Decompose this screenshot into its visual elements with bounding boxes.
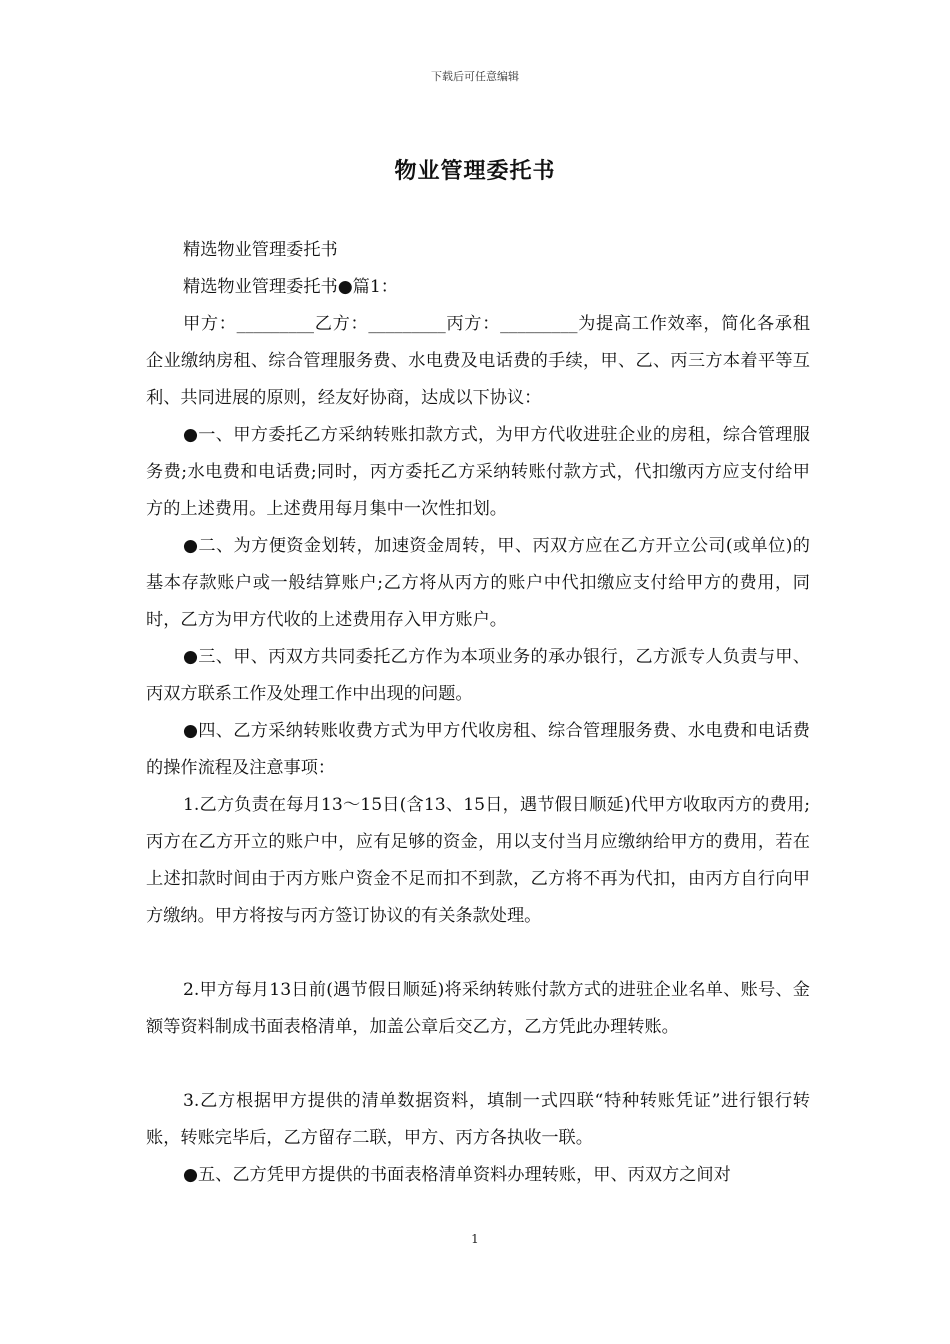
paragraph-section-heading: 精选物业管理委托书●篇1： [183,277,398,297]
document-title: 物业管理委托书 [394,158,556,184]
paragraph-clause-5: ●五、乙方凭甲方提供的书面表格清单资料办理转账，甲、丙双方之间对 [183,1165,731,1185]
document-body [146,232,810,1194]
paragraph-clause-2: ●二、为方便资金划转，加速资金周转，甲、丙双方应在乙方开立公司(或单位)的基本存款账户或一般结算账户;乙方将从丙方的账户中代扣缴应支付给甲方的费用，同时，乙方为甲方代收的上述费用存入甲方账户。 [146,536,810,630]
header-note: 下载后可任意编辑 [431,70,519,83]
paragraph-clause-1: ●一、甲方委托乙方采纳转账扣款方式，为甲方代收进驻企业的房租，综合管理服务费;水电费和电话费;同时，丙方委托乙方采纳转账付款方式，代扣缴丙方应支付给甲方的上述费用。上述费用每月集中一次性扣划。 [146,425,810,519]
paragraph-clause-4: ●四、乙方采纳转账收费方式为甲方代收房租、综合管理服务费、水电费和电话费的操作流程及注意事项： [146,721,810,778]
paragraph-item-2: 2.甲方每月13日前(遇节假日顺延)将采纳转账付款方式的进驻企业名单、账号、金额等资料制成书面表格清单，加盖公章后交乙方，乙方凭此办理转账。 [146,980,810,1037]
paragraph-item-1: 1.乙方负责在每月13～15日(含13、15日，遇节假日顺延)代甲方收取丙方的费用;丙方在乙方开立的账户中，应有足够的资金，用以支付当月应缴纳给甲方的费用，若在上述扣款时间由于丙方账户资金不足而扣不到款，乙方将不再为代扣，由丙方自行向甲方缴纳。甲方将按与丙方签订协议的有关条款处理。 [146,795,810,926]
paragraph-clause-3: ●三、甲、丙双方共同委托乙方作为本项业务的承办银行，乙方派专人负责与甲、丙双方联系工作及处理工作中出现的问题。 [146,647,810,704]
paragraph-subtitle: 精选物业管理委托书 [183,240,338,260]
page-number: 1 [471,1232,479,1246]
paragraph-parties: 甲方：_________乙方：_________丙方：_________为提高工作效率，简化各承租企业缴纳房租、综合管理服务费、水电费及电话费的手续，甲、乙、丙三方本着平等互利、共同进展的原则，经友好协商，达成以下协议： [146,314,810,408]
paragraph-item-3: 3.乙方根据甲方提供的清单数据资料，填制一式四联“特种转账凭证”进行银行转账，转账完毕后，乙方留存二联，甲方、丙方各执收一联。 [146,1091,810,1148]
